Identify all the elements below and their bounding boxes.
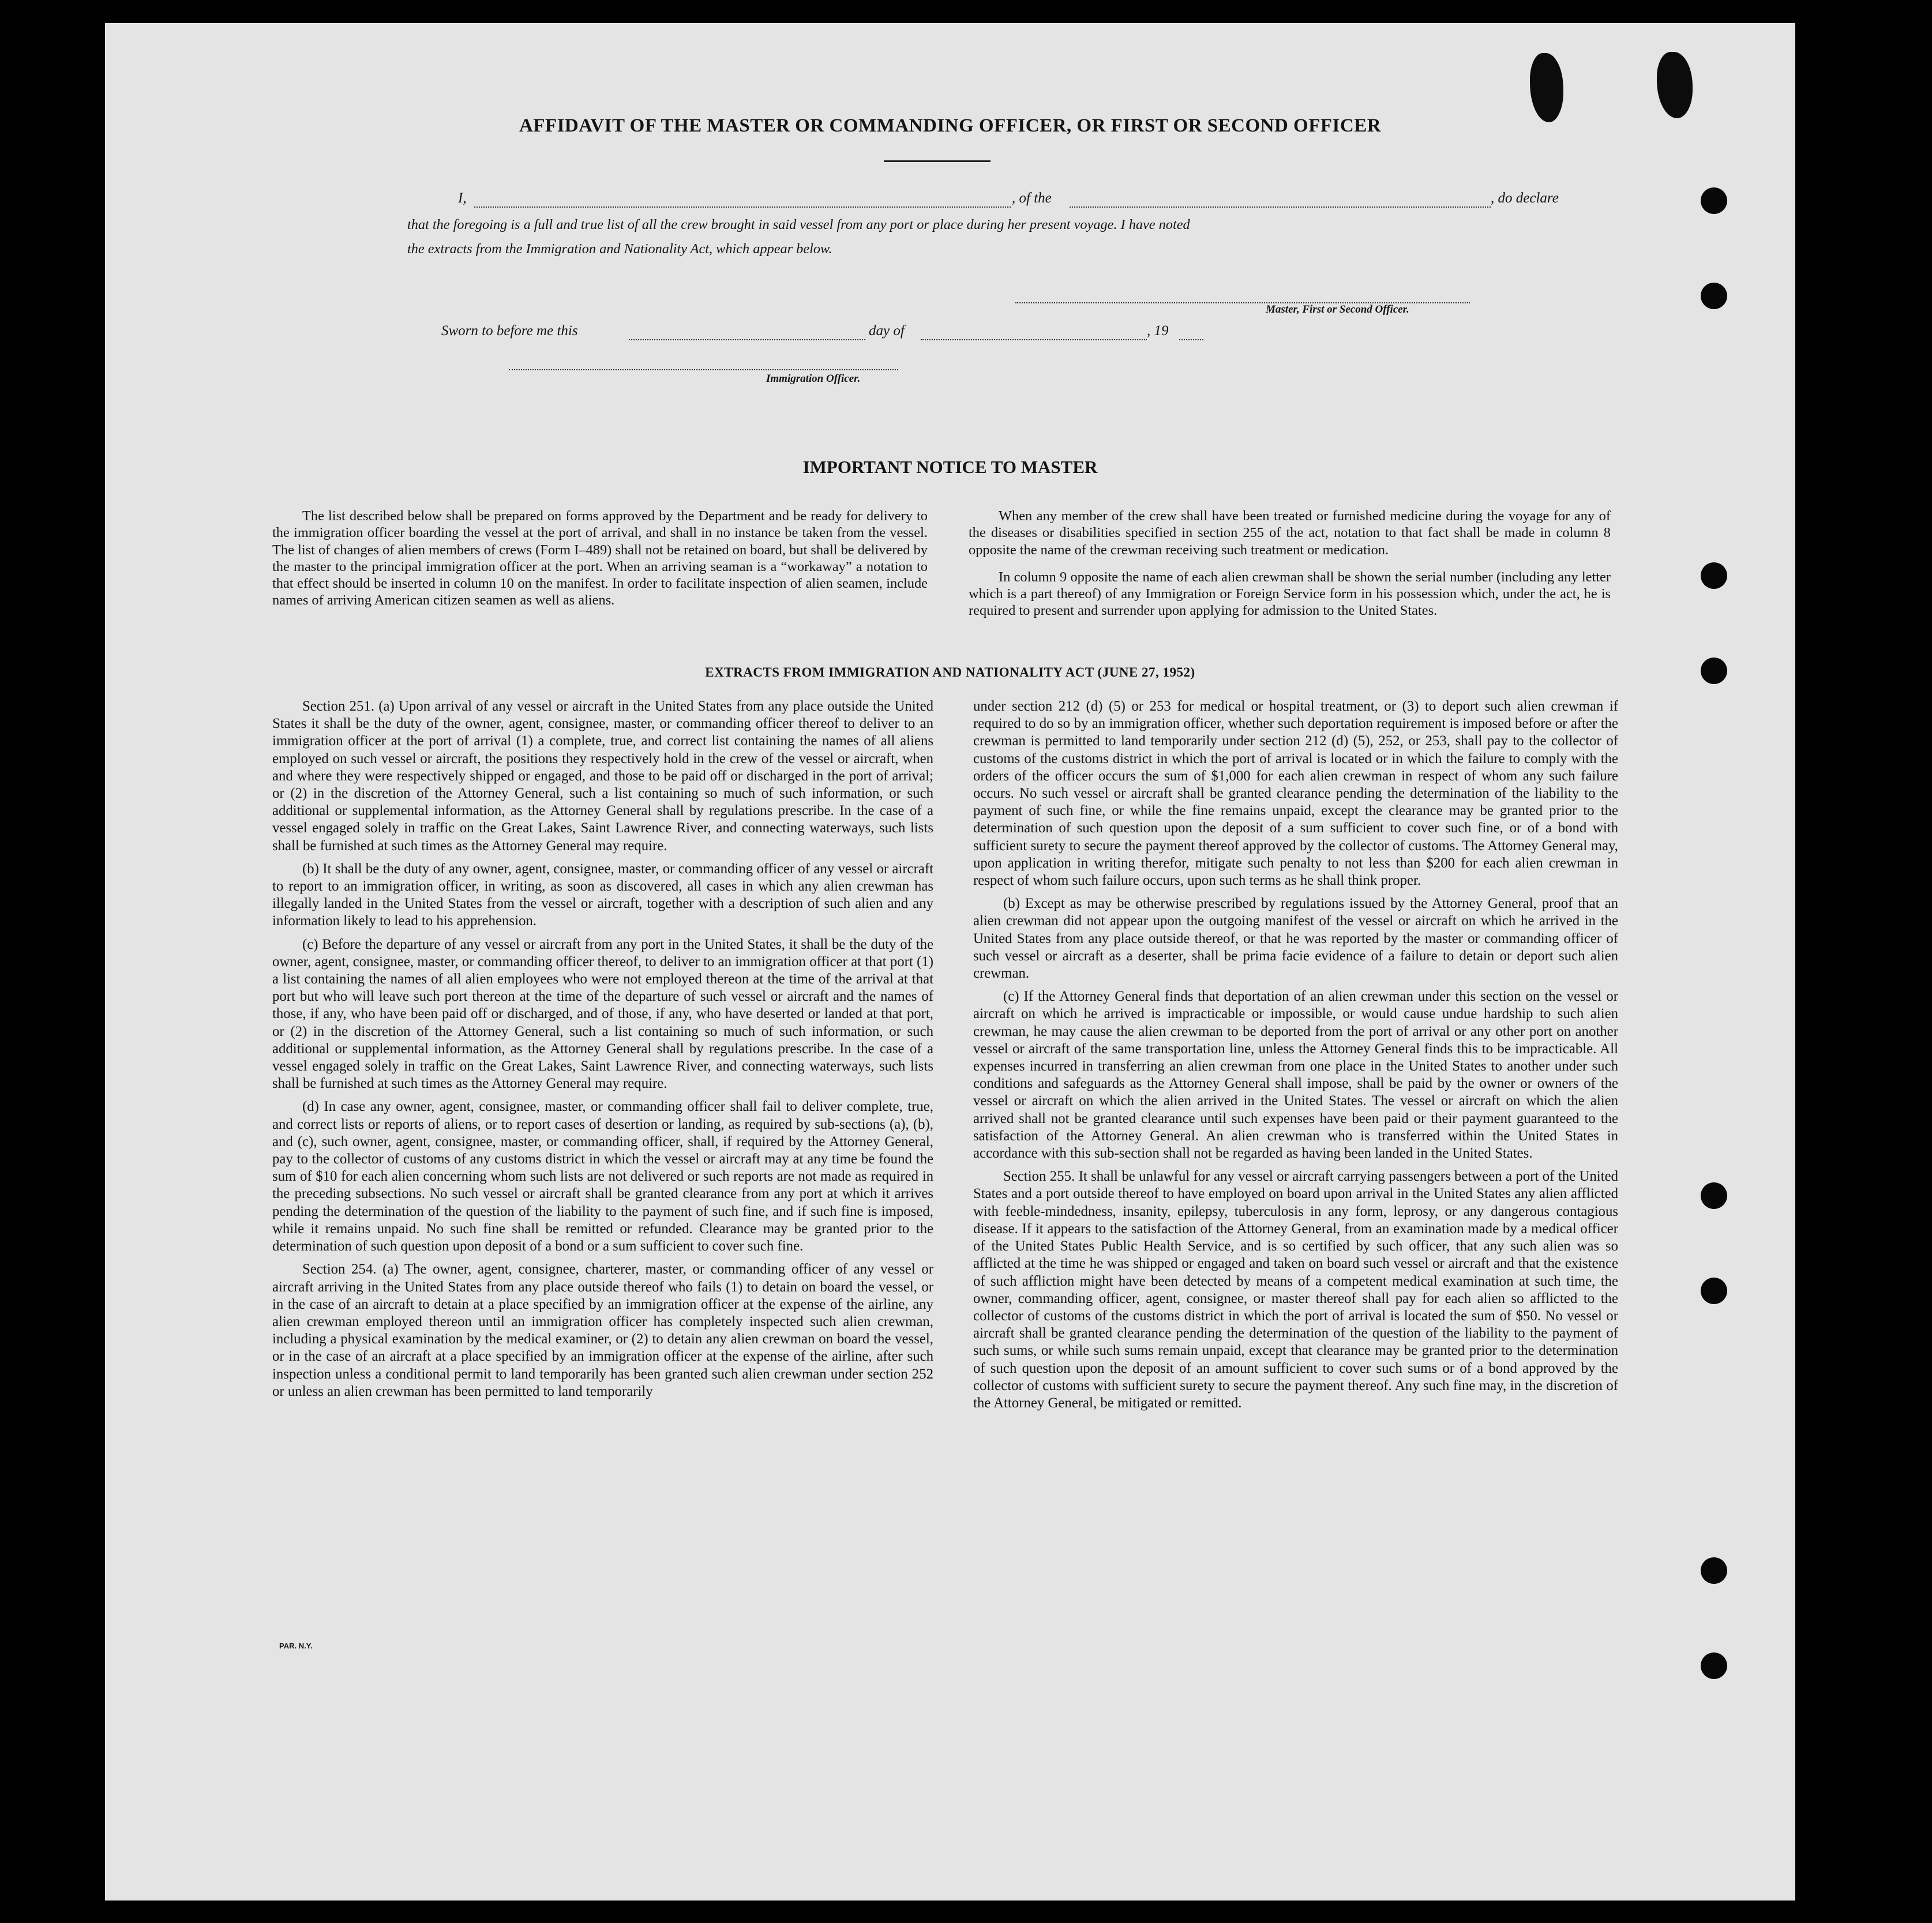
- notice-title: IMPORTANT NOTICE TO MASTER: [802, 457, 1098, 477]
- sworn-label: Sworn to before me this: [441, 323, 578, 339]
- notice-right-paragraph-1: When any member of the crew shall have been treated or furnished medicine during the voyage for any of the diseases or disabilities specified in section 255 of the act, notation to that fact shall be made in column 8 opposite the name of the crewman receiving such treatment or medication.: [969, 508, 1611, 558]
- section-254-b: (b) Except as may be otherwise prescribed by regulations issued by the Attorney General, proof that an alien crewman did not appear upon the outgoing manifest of the vessel or aircraft on which he arrived in the United States from any place outside thereof, or that he was reported by the master or commanding officer of such vessel or aircraft as a deserter, shall be prima facie evidence of a failure to detain or deport such alien crewman.: [973, 896, 1618, 982]
- affidavit-of-the-label: , of the: [1012, 190, 1052, 206]
- notice-left-paragraph: The list described below shall be prepared on forms approved by the Department and be ready for delivery to the immigration officer boarding the vessel at the port of arrival, and shall in no instance be taken from the vessel. The list of changes of alien members of crews (Form I–489) shall not be retained on board, but shall be delivered by the master to the principal immigration officer at the port. When an arriving seaman is a “workaway” a notation to that effect should be inserted in column 10 on the manifest. In order to facilitate inspection of alien seamen, include names of arriving American citizen seamen as well as aliens.: [272, 508, 928, 609]
- extracts-right-column: [973, 698, 1618, 1418]
- ink-blot-right: [1657, 52, 1693, 118]
- sworn-day-field[interactable]: [629, 339, 865, 340]
- section-251-d: (d) In case any owner, agent, consignee, master, or commanding officer shall fail to deliver complete, true, and correct lists or reports of aliens, or to report cases of desertion or landing, as required by sub-sections (a), (b), and (c), such owner, agent, consignee, master, or commanding officer, shall, if required by the Attorney General, pay to the collector of customs of any customs district in which the vessel or aircraft may at any time be found the sum of $10 for each alien concerning whom such lists are not delivered or such reports are not made as required in the preceding subsections. No such vessel or aircraft shall be granted clearance from any port at which it arrives pending the determination of the question of the liability to the payment of such fine, and if such fine is imposed, while it remains unpaid. No such fine shall be remitted or refunded. Clearance may be granted prior to the determination of such question upon deposit of a bond or a sum sufficient to cover such fine.: [272, 1099, 933, 1255]
- printer-mark: PAR. N.Y.: [279, 1642, 313, 1650]
- notice-right-column: [969, 508, 1611, 625]
- notice-left-column: [272, 508, 928, 615]
- vessel-name-field[interactable]: [1070, 206, 1491, 208]
- sworn-year-field[interactable]: [1179, 339, 1203, 340]
- sworn-month-field[interactable]: [921, 339, 1147, 340]
- section-251-a: Section 251. (a) Upon arrival of any vessel or aircraft in the United States from any place outside the United States it shall be the duty of the owner, agent, consignee, master, or commanding officer thereof to deliver to an immigration officer at the port of arrival (1) a complete, true, and correct list containing the names of all aliens employed on such vessel or aircraft, the positions they respectively hold in the crew of the vessel or aircraft, when and where they were respectively shipped or engaged, and those to be paid off or discharged in the port of arrival; or (2) in the discretion of the Attorney General, such a list containing so much of such information, or such additional or supplemental information, as the Attorney General shall by regulations prescribe. In the case of a vessel engaged solely in traffic on the Great Lakes, Saint Lawrence River, and connecting waterways, such lists shall be furnished at such times as the Attorney General may require.: [272, 698, 933, 854]
- immigration-officer-signature-field[interactable]: [509, 369, 898, 370]
- ink-blot-left: [1530, 53, 1563, 122]
- signature-caption: Master, First or Second Officer.: [1266, 303, 1409, 316]
- affidavit-do-declare-label: , do declare: [1491, 190, 1559, 206]
- immigration-officer-caption: Immigration Officer.: [766, 373, 861, 385]
- section-251-c: (c) Before the departure of any vessel or aircraft from any port in the United States, it shall be the duty of the owner, agent, consignee, master, or commanding officer thereof, to deliver to an immigration officer at that port (1) a list containing the names of all alien employees who were not employed thereon at the time of the arrival at that port but who will leave such port thereon at the time of the departure of such vessel or aircraft and the names of those, if any, who have been paid off or discharged, and of those, if any, who have deserted or landed at that port, or (2) in the discretion of the Attorney General, such a list containing so much of such information, or such additional or supplemental information, as the Attorney General shall by regulations prescribe. In the case of a vessel engaged solely in traffic on the Great Lakes, Saint Lawrence River, and connecting waterways, such lists shall be furnished at such times as the Attorney General may require.: [272, 936, 933, 1092]
- extracts-title: EXTRACTS FROM IMMIGRATION AND NATIONALITY ACT (JUNE 27, 1952): [705, 665, 1195, 679]
- declaration-line-1: that the foregoing is a full and true list of all the crew brought in said vessel from any port or place during her present voyage. I have noted: [407, 217, 1190, 232]
- affidavit-title: AFFIDAVIT OF THE MASTER OR COMMANDING OFFICER, OR FIRST OR SECOND OFFICER: [519, 115, 1382, 136]
- title-underline: [884, 160, 991, 162]
- affidavit-i-label: I,: [458, 190, 467, 206]
- punch-hole: [1701, 1557, 1727, 1584]
- punch-hole: [1701, 187, 1727, 214]
- section-251-b: (b) It shall be the duty of any owner, agent, consignee, master, or commanding officer of any vessel or aircraft to report to an immigration officer, in writing, as soon as discovered, all cases in which any alien crewman has illegally landed in the United States from the vessel or aircraft, together with a description of such alien and any information likely to lead to his apprehension.: [272, 861, 933, 929]
- year-prefix-label: , 19: [1147, 323, 1169, 339]
- section-254-a: Section 254. (a) The owner, agent, consignee, charterer, master, or commanding officer of any vessel or aircraft arriving in the United States from any place outside thereof who fails (1) to detain on board the vessel, or in the case of an aircraft to detain at a place specified by an immigration officer at the expense of the airline, any alien crewman employed thereon until an immigration officer has completely inspected such alien crewman, including a physical examination by the medical examiner, or (2) to detain any alien crewman on board the vessel, or in the case of an aircraft at a place specified by an immigration officer at the expense of the airline, after such inspection unless a conditional permit to land temporarily has been granted such alien crewman under section 252 or unless an alien crewman has been permitted to land temporarily: [272, 1261, 933, 1399]
- notice-right-paragraph-2: In column 9 opposite the name of each alien crewman shall be shown the serial number (including any letter which is a part thereof) of any Immigration or Foreign Service form in his possession which, under the act, he is required to present and surrender upon applying for admission to the United States.: [969, 569, 1611, 619]
- extracts-left-column: [272, 698, 933, 1406]
- declarant-name-field[interactable]: [474, 206, 1011, 208]
- declaration-line-2: the extracts from the Immigration and Nationality Act, which appear below.: [407, 241, 832, 257]
- section-254-a-continued: under section 212 (d) (5) or 253 for medical or hospital treatment, or (3) to deport such alien crewman if required to do so by an immigration officer, whether such deportation requirement is imposed before or after the crewman is permitted to land temporarily under section 212 (d) (5), 252, or 253, shall pay to the collector of customs of the customs district in which the port of arrival is located or in which the failure to comply with the orders of the officer occurs the sum of $1,000 for each alien crewman in respect of whom any such failure occurs. No such vessel or aircraft shall be granted clearance pending the determination of the liability to the payment of such fine, or while the fine remains unpaid, except the clearance may be granted prior to the determination of such question upon the deposit of a sum sufficient to cover such fine, or of a bond with sufficient surety to secure the payment thereof approved by the collector of customs. The Attorney General may, upon application in writing therefor, mitigate such penalty to not less than $200 for each alien crewman in respect of whom such failure occurs, upon such terms as he shall think proper.: [973, 698, 1618, 889]
- punch-hole: [1701, 1652, 1727, 1679]
- section-255: Section 255. It shall be unlawful for any vessel or aircraft carrying passengers between a port of the United States and a port outside thereof to have employed on board upon arrival in the United States any alien afflicted with feeble-mindedness, insanity, epilepsy, tuberculosis in any form, leprosy, or any dangerous contagious disease. If it appears to the satisfaction of the Attorney General, from an examination made by a medical officer of the United States Public Health Service, and is so certified by such officer, that any such alien was so afflicted at the time he was shipped or engaged and taken on board such vessel or aircraft and that the existence of such affliction might have been detected by means of a competent medical examination at such time, the owner, commanding officer, agent, consignee, or master thereof shall pay for each alien so afflicted to the collector of customs of the customs district in which the port of arrival is located the sum of $50. No vessel or aircraft shall be granted clearance pending the determination of the question of the liability to the payment of such sums, or while such sums remain unpaid, except that clearance may be granted prior to the determination of such question upon the deposit of an amount sufficient to cover such sums or of a bond approved by the collector of customs with sufficient surety to secure the payment thereof. Any such fine may, in the discretion of the Attorney General, be mitigated or remitted.: [973, 1169, 1618, 1411]
- day-of-label: day of: [869, 323, 905, 339]
- section-254-c: (c) If the Attorney General finds that deportation of an alien crewman under this section on the vessel or aircraft on which he arrived is impracticable or impossible, or would cause undue hardship to such alien crewman, he may cause the alien crewman to be deported from the port of arrival or any other port on another vessel or aircraft of the same transportation line, unless the Attorney General finds this to be impracticable. All expenses incurred in transferring an alien crewman from one place in the United States to another under such conditions and safeguards as the Attorney General shall impose, shall be paid by the owner or owners of the vessel or aircraft on which the alien arrived in the United States. The vessel or aircraft on which the alien arrived shall not be granted clearance until such expenses have been paid or their payment guaranteed to the satisfaction of the Attorney General. An alien crewman who is transferred within the United States in accordance with this sub-section shall not be regarded as having been landed in the United States.: [973, 989, 1618, 1162]
- punch-hole: [1701, 283, 1727, 309]
- punch-hole: [1701, 1278, 1727, 1304]
- punch-hole: [1701, 562, 1727, 589]
- punch-hole: [1701, 1182, 1727, 1209]
- document-page: [105, 23, 1795, 1901]
